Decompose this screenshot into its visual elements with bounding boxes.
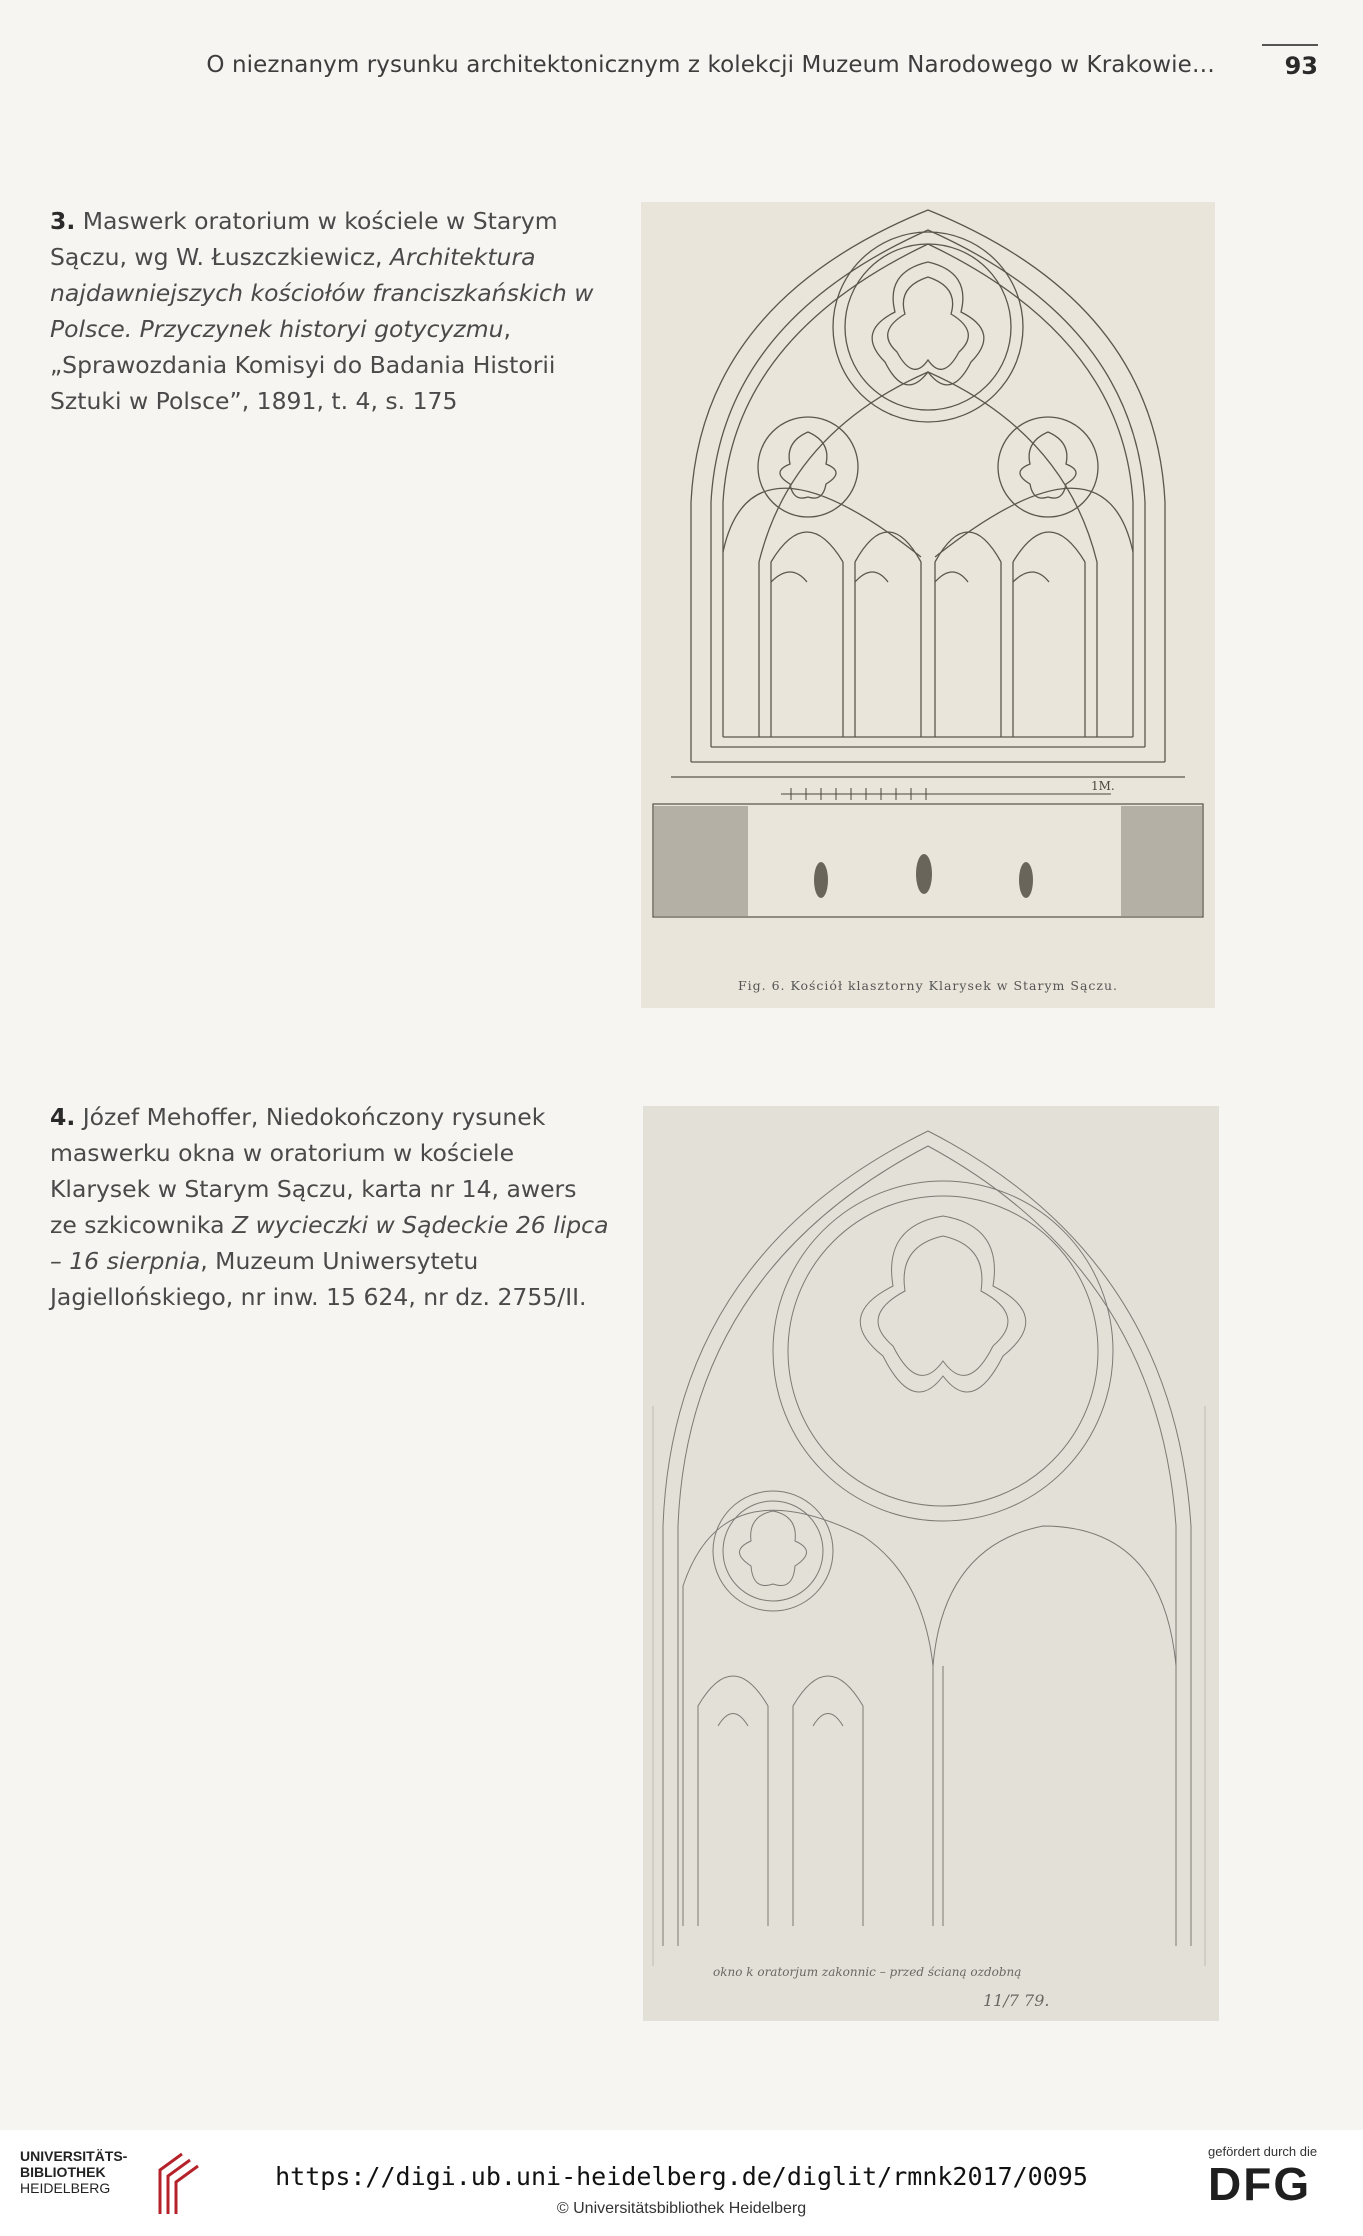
caption-text: Maswerk oratorium w kościele w Starym Sączu, wg W. Łuszczkiewicz, [50,207,558,271]
digitization-footer [0,2130,1363,2236]
dfg-logo: DFG [1208,2158,1312,2210]
running-title: O nieznanym rysunku architektonicznym z kolekcji Muzeum Narodowego w Krakowie… [206,52,1215,78]
copyright-notice: © Universitätsbibliothek Heidelberg [556,2200,807,2217]
sketch-drawing [643,1106,1219,2021]
plate-caption: Fig. 6. Kościół klasztorny Klarysek w Starym Sączu. [737,978,1119,993]
handwritten-note: okno k oratorjum zakonnic – przed ścianą ozdobną [713,1965,1022,1979]
library-name: UNIVERSITÄTS- BIBLIOTHEK HEIDELBERG [20,2148,128,2196]
caption-text-rest: , „Sprawozdania Komisyi do Badania Historii Sztuki w Polsce”, 1891, t. 4, s. 175 [50,315,556,415]
caption-text-rest: , Muzeum Uniwersytetu Jagiellońskiego, nr inw. 15 624, nr dz. 2755/II. [50,1247,587,1311]
caption-title-italic: Z wycieczki w Sądeckie 26 lipca – 16 sierpnia [50,1211,609,1275]
funder-label: gefördert durch die [1208,2144,1318,2159]
caption-text: Józef Mehoffer, Niedokończony rysunek maswerku okna w oratorium w kościele Klarysek w Starym Sączu, karta nr 14, awers ze szkicownika [50,1103,577,1239]
scale-label: 1M. [1091,779,1115,793]
handwritten-date: 11/7 79. [983,1991,1050,2010]
figure-3-engraving [641,202,1215,1008]
funder-block [1208,2144,1348,2224]
figure-4-sketch [643,1106,1219,2021]
page-number-rule [1262,44,1318,46]
page-number: 93 [1284,52,1318,80]
caption-title-italic: Architektura najdawniejszych kościołów franciszkańskich w Polsce. Przyczynek historyi gotycyzmu [50,243,594,343]
figure-4-caption [50,1099,610,1315]
engraving-drawing [641,202,1215,1008]
caption-number: 4. [50,1103,76,1131]
figure-3-caption [50,203,610,419]
source-url[interactable]: https://digi.ub.uni-heidelberg.de/diglit/rmnk2017/0095 [275,2162,1088,2191]
caption-number: 3. [50,207,76,235]
